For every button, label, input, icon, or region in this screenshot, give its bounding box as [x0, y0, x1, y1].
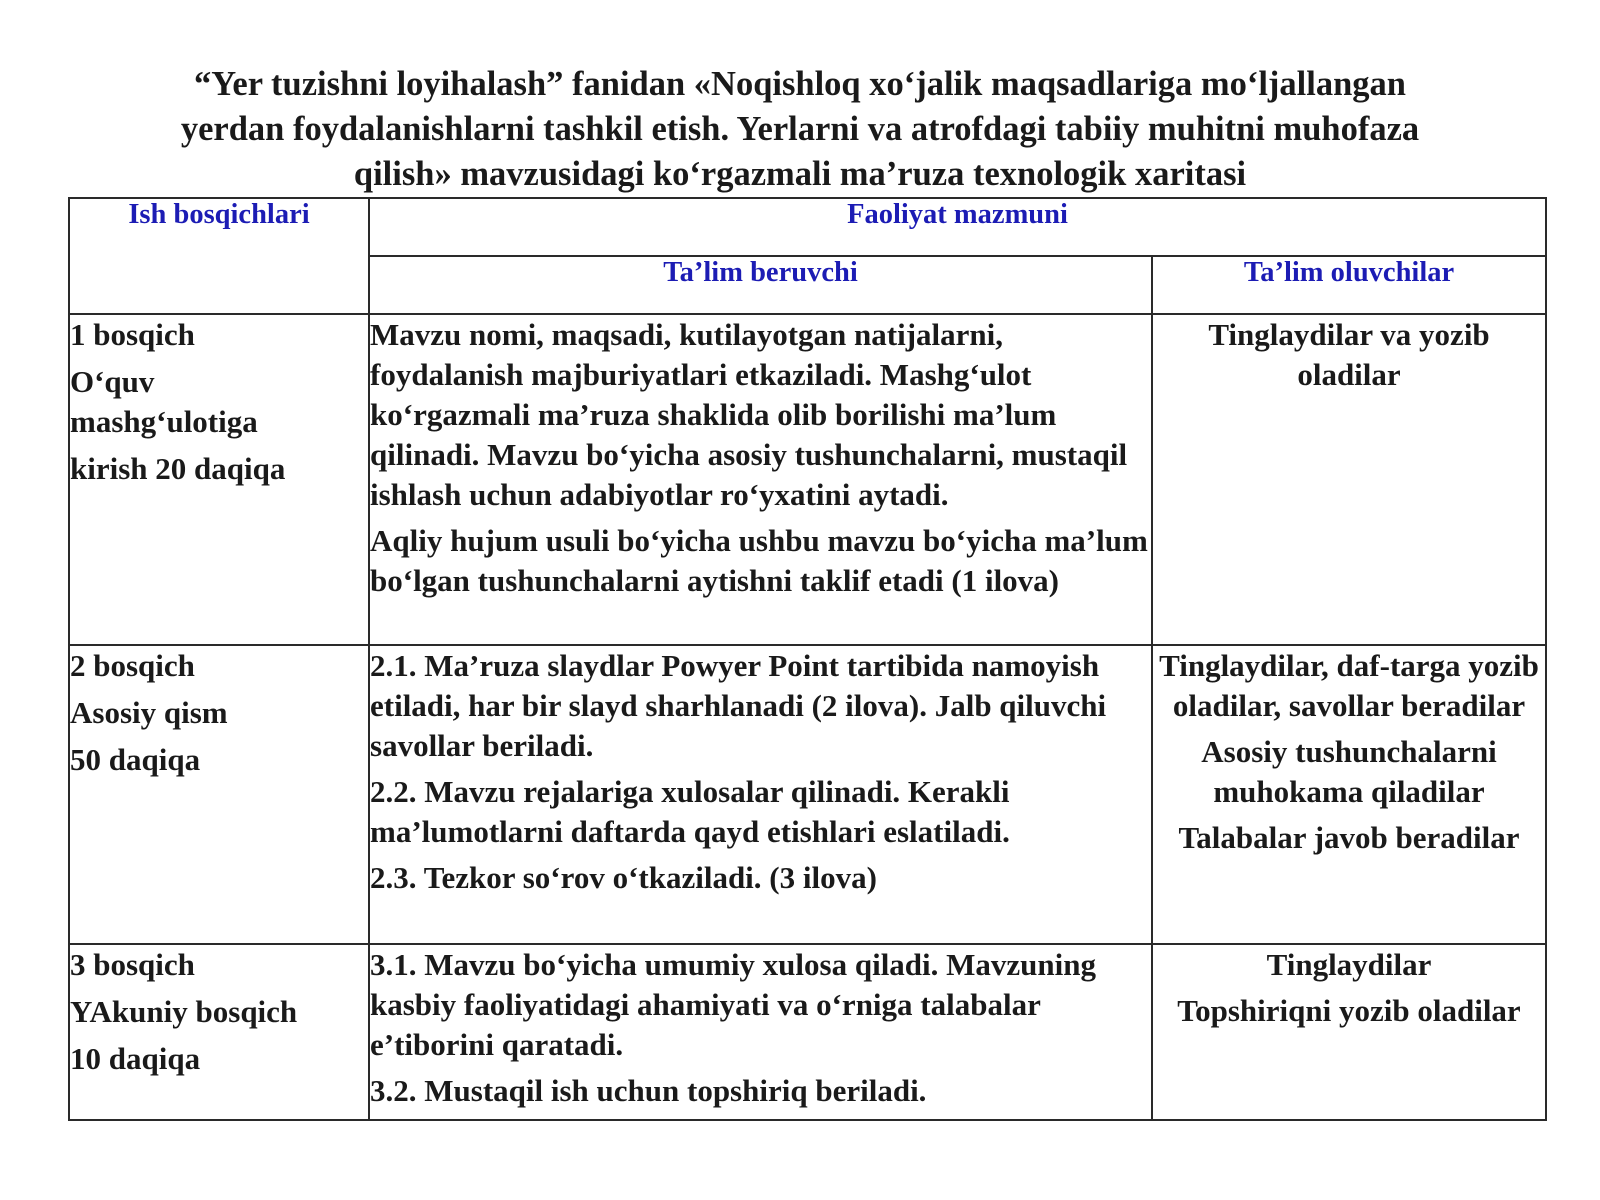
- header-activity-content: Faoliyat mazmuni: [369, 198, 1546, 256]
- stage-name: O‘quv mashg‘ulotiga: [70, 364, 258, 439]
- learner-activity-text: Talabalar javob beradilar: [1178, 820, 1520, 855]
- header-learners: Ta’lim oluvchilar: [1152, 256, 1546, 314]
- stage-number: 1 bosqich: [70, 317, 195, 352]
- stage-cell: [69, 944, 369, 1120]
- stage-cell: [69, 314, 369, 645]
- table-row: [69, 314, 1546, 645]
- title-line: qilish» mavzusidagi ko‘rgazmali ma’ruza texnologik xaritasi: [353, 155, 1247, 193]
- teacher-activity-text: 2.3. Tezkor so‘rov o‘tkaziladi. (3 ilova): [370, 860, 877, 895]
- stage-name: YAkuniy bosqich: [70, 994, 298, 1029]
- teacher-activity-text: Aqliy hujum usuli bo‘yicha ushbu mavzu bo‘yicha ma’lum bo‘lgan tushunchalarni aytishni taklif etadi (1 ilova): [370, 523, 1148, 598]
- stage-number: 3 bosqich: [70, 947, 195, 982]
- learner-activity-cell: [1152, 314, 1546, 645]
- title-line: yerdan foydalanishlarni tashkil etish. Yerlarni va atrofdagi tabiiy muhitni muhofaza: [180, 110, 1420, 148]
- teacher-activity-text: 3.2. Mustaqil ish uchun topshiriq beriladi.: [370, 1073, 927, 1108]
- teacher-activity-cell: [369, 645, 1152, 944]
- learner-activity-cell: [1152, 645, 1546, 944]
- learner-activity-text: Topshiriqni yozib oladilar: [1177, 993, 1521, 1028]
- stage-name: Asosiy qism: [70, 695, 228, 730]
- learner-activity-text: Tinglaydilar, daf-targa yozib oladilar, savollar beradilar: [1159, 648, 1539, 723]
- learner-activity-text: Tinglaydilar va yozib oladilar: [1208, 317, 1490, 392]
- header-work-stages: Ish bosqichlari: [69, 198, 369, 314]
- teacher-activity-cell: [369, 314, 1152, 645]
- teacher-activity-text: 3.1. Mavzu bo‘yicha umumiy xulosa qiladi. Mavzuning kasbiy faoliyatidagi ahamiyati va o‘rniga talabalar e’tiborini qaratadi.: [370, 947, 1097, 1062]
- stage-cell: [69, 645, 369, 944]
- technology-map-table: [68, 197, 1547, 1121]
- learner-activity-cell: [1152, 944, 1546, 1120]
- learner-activity-text: Tinglaydilar: [1266, 947, 1432, 982]
- teacher-activity-cell: [369, 944, 1152, 1120]
- stage-duration: 50 daqiqa: [70, 742, 201, 777]
- stage-duration: 10 daqiqa: [70, 1041, 201, 1076]
- table-row: [69, 645, 1546, 944]
- header-teacher: Ta’lim beruvchi: [369, 256, 1152, 314]
- stage-duration: kirish 20 daqiqa: [70, 451, 286, 486]
- title-line: “Yer tuzishni loyihalash” fanidan «Noqishloq xo‘jalik maqsadlariga mo‘ljallangan: [194, 65, 1406, 103]
- teacher-activity-text: Mavzu nomi, maqsadi, kutilayotgan natijalarni, foydalanish majburiyatlari etkaziladi. Mashg‘ulot ko‘rgazmali ma’ruza shaklida olib borilishi ma’lum qilinadi. Mavzu bo‘yicha asosiy tushunchalarni, mustaqil ishlash uchun adabiyotlar ro‘yxatini aytadi.: [370, 317, 1128, 512]
- teacher-activity-text: 2.1. Ma’ruza slaydlar Powyer Point tartibida namoyish etiladi, har bir slayd sharhlanadi (2 ilova). Jalb qiluvchi savollar beriladi.: [370, 648, 1107, 763]
- learner-activity-text: Asosiy tushunchalarni muhokama qiladilar: [1201, 734, 1497, 809]
- teacher-activity-text: 2.2. Mavzu rejalariga xulosalar qilinadi. Kerakli ma’lumotlarni daftarda qayd etishlari eslatiladi.: [370, 774, 1010, 849]
- page-title: [40, 62, 1560, 197]
- stage-number: 2 bosqich: [70, 648, 195, 683]
- table-row: [69, 944, 1546, 1120]
